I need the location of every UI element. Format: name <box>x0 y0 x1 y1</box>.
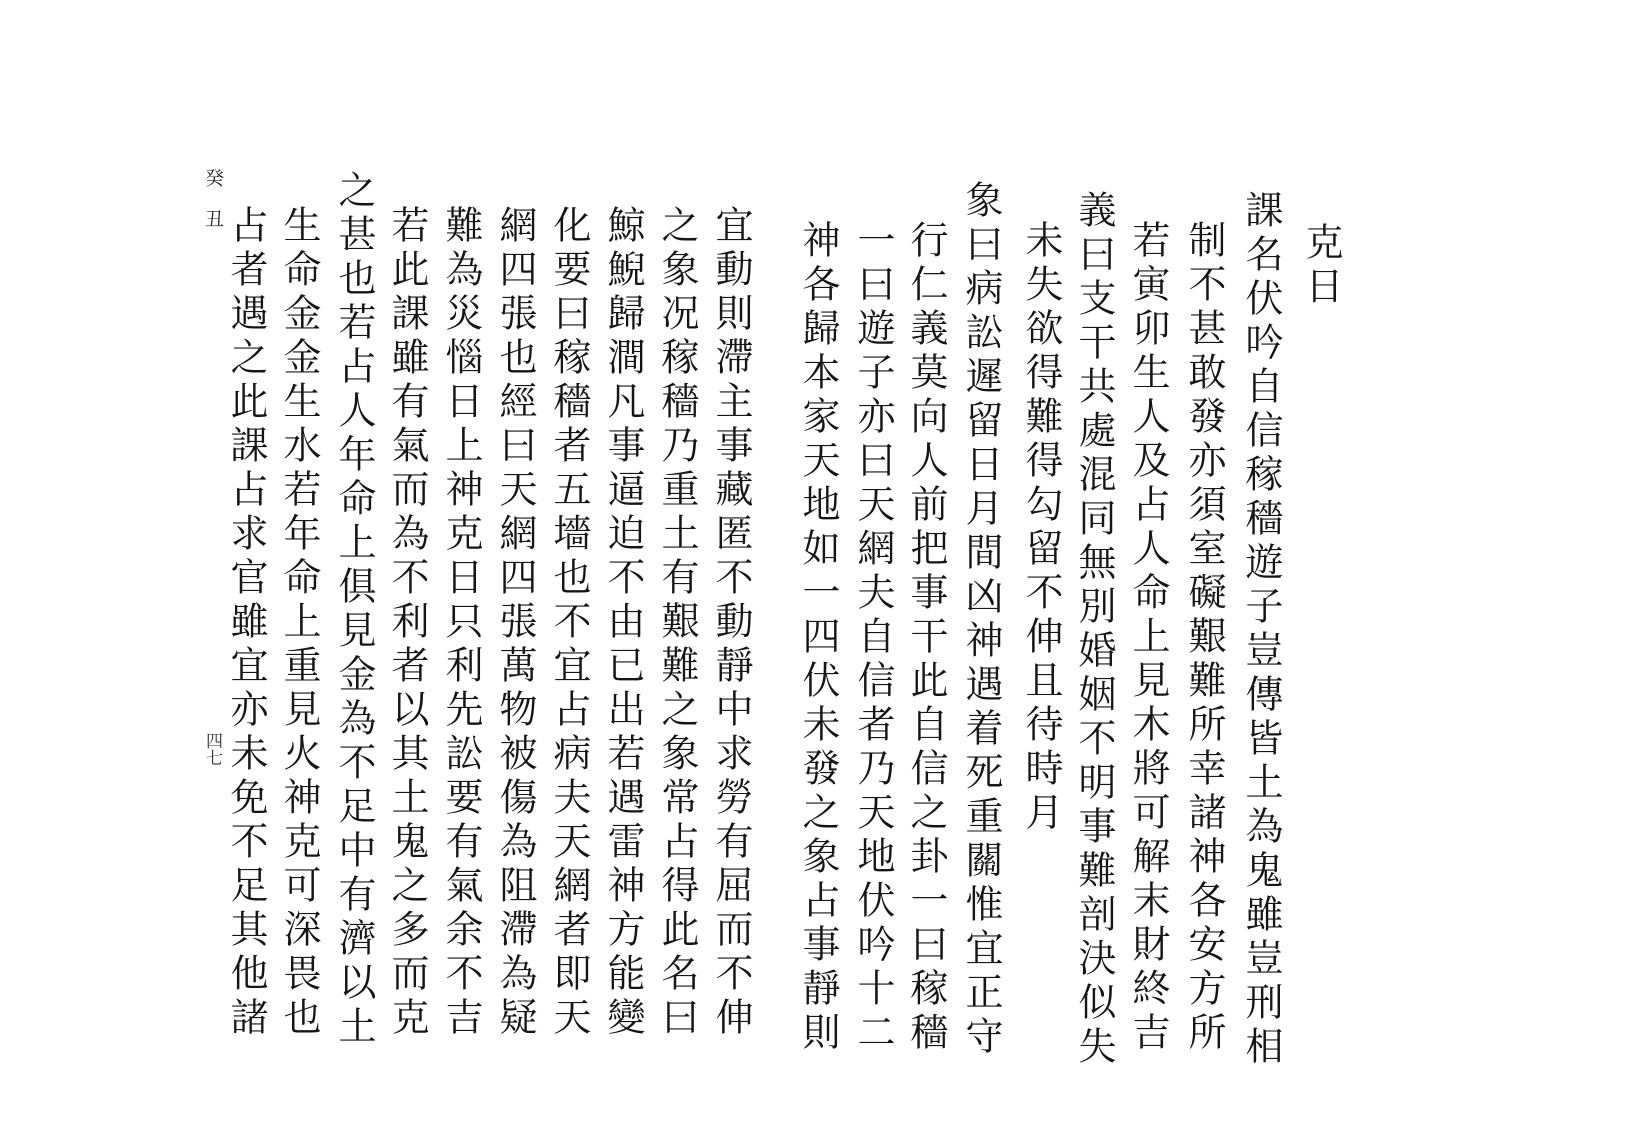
text-column-18: 生命金金生水若年命上重見火神克可深畏也 <box>277 205 321 1041</box>
text-column-9: 神各歸本家天地如一四伏未發之象占事靜則 <box>796 220 840 1056</box>
text-column-14: 網四張也經曰天網四張萬物被傷為阻滯為疑 <box>493 205 537 1041</box>
text-column-16: 若此課雖有氣而為不利者以其土鬼之多而克 <box>385 205 429 1041</box>
text-column-15: 難為災惱日上神克日只利先訟要有氣余不吉 <box>439 205 483 1041</box>
chapter-heading: 克日 <box>1299 222 1343 310</box>
text-column-12: 鯨鯢歸澗凡事逼迫不由已出若遇雷神方能變 <box>601 205 645 1041</box>
text-column-5: 未失欲得難得勾留不伸且待時月 <box>1019 220 1063 836</box>
text-column-13: 化要曰稼穡者五墻也不宜占病夫天網者即天 <box>547 205 591 1041</box>
text-column-11: 之象况稼穡乃重土有艱難之象常占得此名曰 <box>655 205 699 1041</box>
text-column-19: 占者遇之此課占求官雖宜亦未免不足其他諸 <box>224 205 268 1041</box>
margin-note: 癸丑 <box>202 168 224 250</box>
text-column-2: 制不甚敢發亦須室礙艱難所幸諸神各安方所 <box>1182 220 1226 1056</box>
text-column-7: 行仁義莫向人前把事干此自信之卦一曰稼穡 <box>904 220 948 1056</box>
text-column-1: 課名伏吟自信稼穡遊子豈傳皆土為鬼雖豈刑相 <box>1239 190 1283 1070</box>
text-column-17: 之甚也若占人年命上俱見金為不足中有濟以土 <box>332 170 376 1050</box>
text-column-6: 象曰病訟遲留日月間凶神遇着死重關惟宜正守 <box>959 180 1003 1060</box>
page-number: 四七 <box>202 732 222 766</box>
text-column-10: 宜動則滯主事藏匿不動靜中求勞有屈而不伸 <box>709 205 753 1041</box>
text-column-4: 義曰支干共處混同無別婚姻不明事難剖決似失 <box>1072 190 1116 1070</box>
text-column-8: 一曰遊子亦曰天網夫自信者乃天地伏吟十二 <box>851 220 895 1056</box>
text-column-3: 若寅卯生人及占人命上見木將可解末財終吉 <box>1126 220 1170 1056</box>
